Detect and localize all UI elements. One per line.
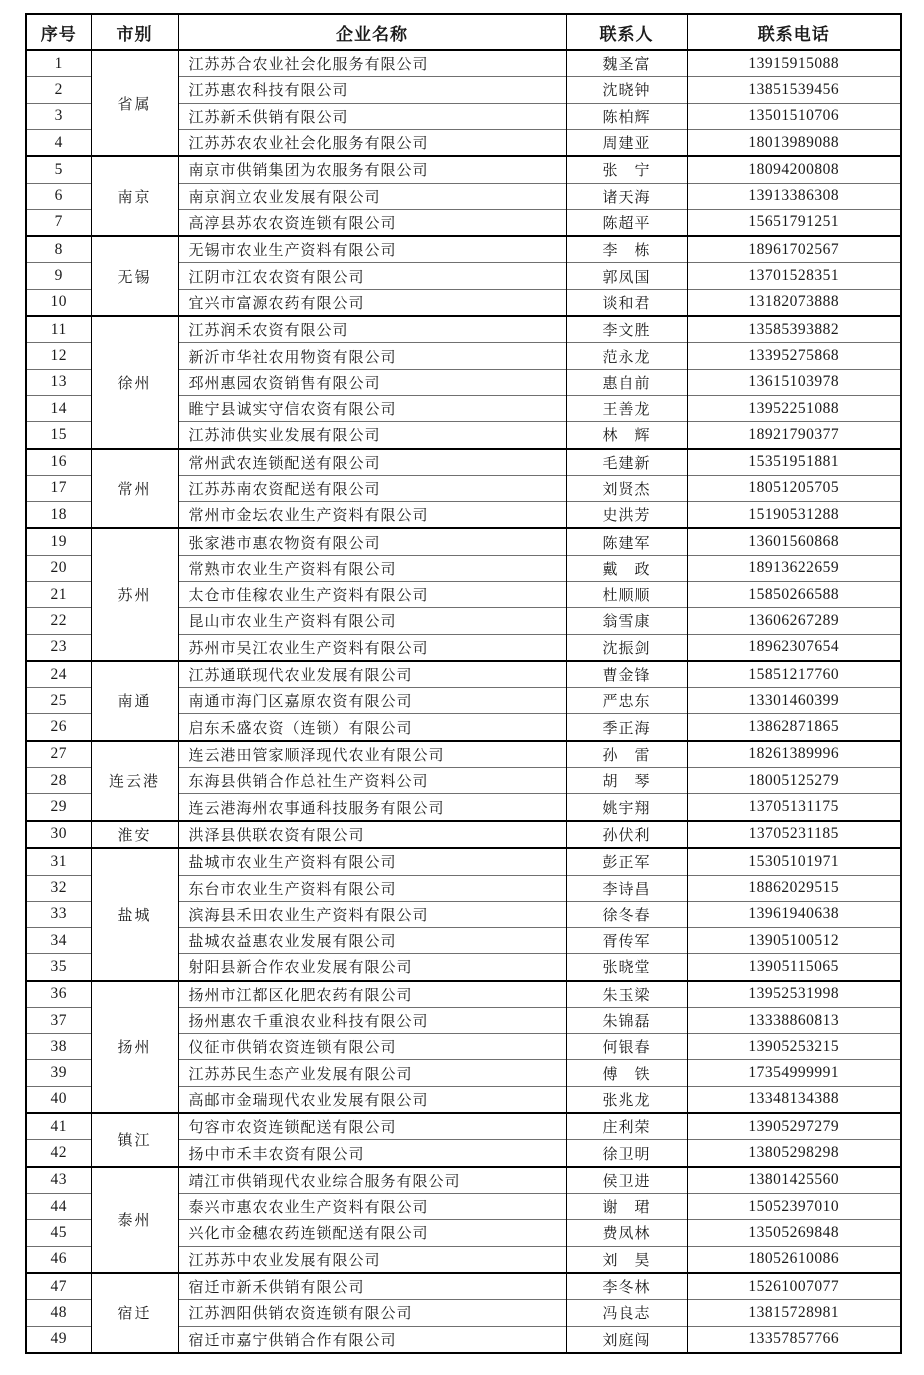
cell-serial: 19 — [26, 528, 91, 555]
cell-phone: 13905253215 — [687, 1034, 901, 1060]
cell-city: 扬州 — [91, 981, 178, 1113]
cell-phone: 18921790377 — [687, 422, 901, 449]
cell-city: 淮安 — [91, 821, 178, 848]
cell-phone: 18961702567 — [687, 236, 901, 263]
table-header — [26, 14, 901, 50]
cell-company: 江苏苏合农业社会化服务有限公司 — [178, 50, 566, 77]
cell-company: 靖江市供销现代农业综合服务有限公司 — [178, 1167, 566, 1194]
cell-phone: 15305101971 — [687, 848, 901, 875]
table-row — [26, 236, 901, 263]
cell-serial: 26 — [26, 714, 91, 741]
cell-serial: 31 — [26, 848, 91, 875]
cell-company: 江苏苏南农资配送有限公司 — [178, 475, 566, 501]
cell-serial: 46 — [26, 1246, 91, 1273]
cell-company: 江苏惠农科技有限公司 — [178, 77, 566, 103]
cell-company: 江苏苏农农业社会化服务有限公司 — [178, 129, 566, 156]
cell-contact: 戴 政 — [566, 555, 687, 581]
cell-contact: 陈超平 — [566, 209, 687, 236]
table-row — [26, 981, 901, 1008]
cell-company: 江苏沛供实业发展有限公司 — [178, 422, 566, 449]
cell-city: 南通 — [91, 661, 178, 741]
cell-serial: 25 — [26, 688, 91, 714]
cell-serial: 18 — [26, 502, 91, 529]
cell-city: 省属 — [91, 50, 178, 156]
cell-company: 宜兴市富源农药有限公司 — [178, 289, 566, 316]
cell-city: 南京 — [91, 156, 178, 236]
cell-phone: 13301460399 — [687, 688, 901, 714]
cell-company: 盐城农益惠农业发展有限公司 — [178, 928, 566, 954]
cell-phone: 13601560868 — [687, 528, 901, 555]
cell-contact: 费凤林 — [566, 1220, 687, 1246]
cell-serial: 35 — [26, 954, 91, 981]
cell-phone: 17354999991 — [687, 1060, 901, 1086]
col-header-city: 市别 — [91, 14, 178, 50]
cell-company: 新沂市华社农用物资有限公司 — [178, 343, 566, 369]
cell-serial: 42 — [26, 1140, 91, 1167]
cell-contact: 李诗昌 — [566, 875, 687, 901]
cell-company: 宿迁市嘉宁供销合作有限公司 — [178, 1326, 566, 1353]
cell-contact: 彭正军 — [566, 848, 687, 875]
cell-serial: 40 — [26, 1086, 91, 1113]
cell-contact: 朱玉梁 — [566, 981, 687, 1008]
cell-serial: 49 — [26, 1326, 91, 1353]
table-row — [26, 1273, 901, 1300]
cell-company: 常熟市农业生产资料有限公司 — [178, 555, 566, 581]
cell-contact: 季正海 — [566, 714, 687, 741]
cell-company: 江苏新禾供销有限公司 — [178, 103, 566, 129]
cell-contact: 范永龙 — [566, 343, 687, 369]
cell-company: 江苏苏中农业发展有限公司 — [178, 1246, 566, 1273]
cell-contact: 陈建军 — [566, 528, 687, 555]
cell-phone: 13348134388 — [687, 1086, 901, 1113]
table-row — [26, 1167, 901, 1194]
table-row — [26, 156, 901, 183]
cell-contact: 陈柏辉 — [566, 103, 687, 129]
cell-company: 高淳县苏农农资连锁有限公司 — [178, 209, 566, 236]
table-row — [26, 821, 901, 848]
cell-contact: 何银春 — [566, 1034, 687, 1060]
cell-serial: 36 — [26, 981, 91, 1008]
cell-company: 江阴市江农农资有限公司 — [178, 263, 566, 289]
header-row — [26, 14, 901, 50]
cell-phone: 13815728981 — [687, 1300, 901, 1326]
cell-serial: 23 — [26, 634, 91, 661]
cell-serial: 29 — [26, 794, 91, 821]
cell-contact: 王善龙 — [566, 395, 687, 421]
cell-phone: 18013989088 — [687, 129, 901, 156]
cell-contact: 李文胜 — [566, 316, 687, 343]
cell-contact: 李 栋 — [566, 236, 687, 263]
cell-company: 太仓市佳稼农业生产资料有限公司 — [178, 582, 566, 608]
cell-serial: 43 — [26, 1167, 91, 1194]
cell-phone: 13905297279 — [687, 1113, 901, 1140]
cell-contact: 张 宁 — [566, 156, 687, 183]
cell-city: 连云港 — [91, 741, 178, 821]
cell-phone: 15351951881 — [687, 449, 901, 476]
cell-phone: 13952531998 — [687, 981, 901, 1008]
cell-company: 滨海县禾田农业生产资料有限公司 — [178, 901, 566, 927]
cell-serial: 15 — [26, 422, 91, 449]
cell-phone: 13357857766 — [687, 1326, 901, 1353]
cell-serial: 27 — [26, 741, 91, 768]
cell-phone: 15850266588 — [687, 582, 901, 608]
cell-city: 苏州 — [91, 528, 178, 660]
cell-contact: 谢 珺 — [566, 1194, 687, 1220]
cell-serial: 32 — [26, 875, 91, 901]
cell-contact: 诸天海 — [566, 183, 687, 209]
cell-contact: 郭凤国 — [566, 263, 687, 289]
table-body — [26, 50, 901, 1353]
cell-phone: 13395275868 — [687, 343, 901, 369]
cell-city: 盐城 — [91, 848, 178, 980]
cell-phone: 13913386308 — [687, 183, 901, 209]
cell-contact: 谈和君 — [566, 289, 687, 316]
table-row — [26, 528, 901, 555]
cell-serial: 28 — [26, 768, 91, 794]
cell-serial: 38 — [26, 1034, 91, 1060]
cell-serial: 5 — [26, 156, 91, 183]
cell-phone: 13801425560 — [687, 1167, 901, 1194]
cell-phone: 13952251088 — [687, 395, 901, 421]
cell-contact: 孙伏利 — [566, 821, 687, 848]
cell-serial: 7 — [26, 209, 91, 236]
table-row — [26, 449, 901, 476]
col-header-contact: 联系人 — [566, 14, 687, 50]
cell-company: 江苏润禾农资有限公司 — [178, 316, 566, 343]
cell-contact: 侯卫进 — [566, 1167, 687, 1194]
cell-company: 常州市金坛农业生产资料有限公司 — [178, 502, 566, 529]
cell-company: 盐城市农业生产资料有限公司 — [178, 848, 566, 875]
cell-serial: 6 — [26, 183, 91, 209]
cell-phone: 13338860813 — [687, 1007, 901, 1033]
cell-contact: 徐卫明 — [566, 1140, 687, 1167]
col-header-company: 企业名称 — [178, 14, 566, 50]
cell-company: 邳州惠园农资销售有限公司 — [178, 369, 566, 395]
table-row — [26, 1113, 901, 1140]
cell-phone: 18261389996 — [687, 741, 901, 768]
cell-company: 昆山市农业生产资料有限公司 — [178, 608, 566, 634]
cell-phone: 18052610086 — [687, 1246, 901, 1273]
cell-serial: 21 — [26, 582, 91, 608]
cell-contact: 朱锦磊 — [566, 1007, 687, 1033]
cell-contact: 沈晓钟 — [566, 77, 687, 103]
cell-contact: 刘 昊 — [566, 1246, 687, 1273]
cell-contact: 刘贤杰 — [566, 475, 687, 501]
cell-serial: 12 — [26, 343, 91, 369]
cell-phone: 13905100512 — [687, 928, 901, 954]
cell-phone: 18005125279 — [687, 768, 901, 794]
cell-phone: 13862871865 — [687, 714, 901, 741]
cell-contact: 林 辉 — [566, 422, 687, 449]
cell-phone: 13705131175 — [687, 794, 901, 821]
cell-serial: 9 — [26, 263, 91, 289]
cell-serial: 8 — [26, 236, 91, 263]
cell-company: 仪征市供销农资连锁有限公司 — [178, 1034, 566, 1060]
cell-city: 镇江 — [91, 1113, 178, 1167]
cell-serial: 10 — [26, 289, 91, 316]
cell-phone: 13705231185 — [687, 821, 901, 848]
cell-phone: 18862029515 — [687, 875, 901, 901]
cell-company: 连云港海州农事通科技服务有限公司 — [178, 794, 566, 821]
cell-serial: 17 — [26, 475, 91, 501]
cell-contact: 曹金锋 — [566, 661, 687, 688]
cell-company: 扬中市禾丰农资有限公司 — [178, 1140, 566, 1167]
cell-company: 兴化市金穗农药连锁配送有限公司 — [178, 1220, 566, 1246]
cell-phone: 15651791251 — [687, 209, 901, 236]
cell-contact: 傅 铁 — [566, 1060, 687, 1086]
cell-contact: 沈振剑 — [566, 634, 687, 661]
cell-serial: 45 — [26, 1220, 91, 1246]
cell-phone: 13915915088 — [687, 50, 901, 77]
cell-company: 张家港市惠农物资有限公司 — [178, 528, 566, 555]
cell-company: 宿迁市新禾供销有限公司 — [178, 1273, 566, 1300]
cell-phone: 13501510706 — [687, 103, 901, 129]
cell-serial: 13 — [26, 369, 91, 395]
cell-contact: 史洪芳 — [566, 502, 687, 529]
cell-city: 徐州 — [91, 316, 178, 448]
cell-serial: 1 — [26, 50, 91, 77]
cell-serial: 41 — [26, 1113, 91, 1140]
cell-phone: 18094200808 — [687, 156, 901, 183]
cell-phone: 18913622659 — [687, 555, 901, 581]
cell-phone: 13851539456 — [687, 77, 901, 103]
cell-contact: 翁雪康 — [566, 608, 687, 634]
cell-contact: 张晓堂 — [566, 954, 687, 981]
cell-phone: 13701528351 — [687, 263, 901, 289]
cell-company: 射阳县新合作农业发展有限公司 — [178, 954, 566, 981]
cell-contact: 严忠东 — [566, 688, 687, 714]
cell-phone: 13505269848 — [687, 1220, 901, 1246]
cell-serial: 34 — [26, 928, 91, 954]
cell-company: 南通市海门区嘉原农资有限公司 — [178, 688, 566, 714]
cell-company: 南京市供销集团为农服务有限公司 — [178, 156, 566, 183]
cell-serial: 33 — [26, 901, 91, 927]
cell-phone: 18051205705 — [687, 475, 901, 501]
cell-serial: 14 — [26, 395, 91, 421]
table-row — [26, 848, 901, 875]
cell-company: 启东禾盛农资（连锁）有限公司 — [178, 714, 566, 741]
col-header-serial: 序号 — [26, 14, 91, 50]
cell-contact: 李冬林 — [566, 1273, 687, 1300]
cell-contact: 杜顺顺 — [566, 582, 687, 608]
cell-phone: 15190531288 — [687, 502, 901, 529]
cell-serial: 16 — [26, 449, 91, 476]
cell-company: 南京润立农业发展有限公司 — [178, 183, 566, 209]
cell-phone: 13615103978 — [687, 369, 901, 395]
cell-company: 洪泽县供联农资有限公司 — [178, 821, 566, 848]
cell-contact: 周建亚 — [566, 129, 687, 156]
cell-phone: 13905115065 — [687, 954, 901, 981]
cell-serial: 47 — [26, 1273, 91, 1300]
cell-phone: 15052397010 — [687, 1194, 901, 1220]
cell-contact: 毛建新 — [566, 449, 687, 476]
cell-contact: 魏圣富 — [566, 50, 687, 77]
cell-contact: 刘庭闯 — [566, 1326, 687, 1353]
cell-company: 无锡市农业生产资料有限公司 — [178, 236, 566, 263]
cell-contact: 胥传军 — [566, 928, 687, 954]
cell-serial: 48 — [26, 1300, 91, 1326]
cell-serial: 22 — [26, 608, 91, 634]
cell-contact: 孙 雷 — [566, 741, 687, 768]
cell-company: 苏州市吴江农业生产资料有限公司 — [178, 634, 566, 661]
cell-contact: 惠自前 — [566, 369, 687, 395]
cell-serial: 44 — [26, 1194, 91, 1220]
cell-serial: 30 — [26, 821, 91, 848]
cell-phone: 13585393882 — [687, 316, 901, 343]
cell-company: 连云港田管家顺泽现代农业有限公司 — [178, 741, 566, 768]
table-row — [26, 661, 901, 688]
cell-company: 扬州惠农千重浪农业科技有限公司 — [178, 1007, 566, 1033]
cell-company: 常州武农连锁配送有限公司 — [178, 449, 566, 476]
cell-company: 扬州市江都区化肥农药有限公司 — [178, 981, 566, 1008]
cell-company: 东海县供销合作总社生产资料公司 — [178, 768, 566, 794]
cell-serial: 39 — [26, 1060, 91, 1086]
cell-contact: 胡 琴 — [566, 768, 687, 794]
cell-city: 无锡 — [91, 236, 178, 316]
enterprise-contact-table — [25, 13, 902, 1354]
table-row — [26, 316, 901, 343]
cell-company: 高邮市金瑞现代农业发展有限公司 — [178, 1086, 566, 1113]
cell-contact: 徐冬春 — [566, 901, 687, 927]
cell-serial: 37 — [26, 1007, 91, 1033]
cell-serial: 2 — [26, 77, 91, 103]
cell-serial: 11 — [26, 316, 91, 343]
cell-phone: 13961940638 — [687, 901, 901, 927]
cell-phone: 15851217760 — [687, 661, 901, 688]
cell-company: 句容市农资连锁配送有限公司 — [178, 1113, 566, 1140]
cell-company: 江苏泗阳供销农资连锁有限公司 — [178, 1300, 566, 1326]
cell-contact: 庄利荣 — [566, 1113, 687, 1140]
cell-contact: 冯良志 — [566, 1300, 687, 1326]
cell-contact: 张兆龙 — [566, 1086, 687, 1113]
cell-phone: 13805298298 — [687, 1140, 901, 1167]
cell-company: 江苏通联现代农业发展有限公司 — [178, 661, 566, 688]
cell-city: 宿迁 — [91, 1273, 178, 1353]
table-row — [26, 50, 901, 77]
cell-serial: 3 — [26, 103, 91, 129]
cell-company: 睢宁县诚实守信农资有限公司 — [178, 395, 566, 421]
cell-phone: 15261007077 — [687, 1273, 901, 1300]
cell-contact: 姚宇翔 — [566, 794, 687, 821]
cell-serial: 20 — [26, 555, 91, 581]
cell-phone: 13606267289 — [687, 608, 901, 634]
cell-city: 常州 — [91, 449, 178, 529]
table-row — [26, 741, 901, 768]
cell-phone: 13182073888 — [687, 289, 901, 316]
cell-company: 东台市农业生产资料有限公司 — [178, 875, 566, 901]
cell-phone: 18962307654 — [687, 634, 901, 661]
col-header-phone: 联系电话 — [687, 14, 901, 50]
cell-city: 泰州 — [91, 1167, 178, 1273]
cell-serial: 4 — [26, 129, 91, 156]
cell-company: 泰兴市惠农农业生产资料有限公司 — [178, 1194, 566, 1220]
cell-company: 江苏苏民生态产业发展有限公司 — [178, 1060, 566, 1086]
cell-serial: 24 — [26, 661, 91, 688]
